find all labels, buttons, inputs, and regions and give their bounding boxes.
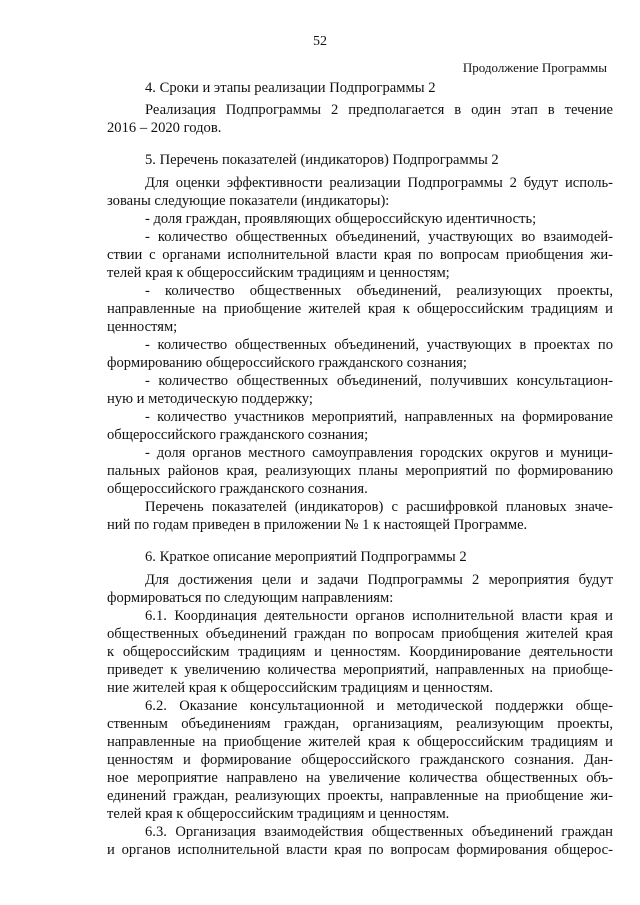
list-item-line: - доля органов местного самоуправления городских округов и муници-: [145, 445, 613, 461]
paragraph-line: 6.2. Оказание консультационной и методической поддержки обще-: [145, 698, 613, 714]
paragraph-line: 6.3. Организация взаимодействия общественных объединений граждан: [145, 824, 613, 840]
paragraph-line: ценностям;: [107, 319, 178, 335]
paragraph-line: Для оценки эффективности реализации Подпрограммы 2 будут исполь-: [145, 175, 613, 191]
paragraph-line: Перечень показателей (индикаторов) с расшифровкой плановых значе-: [145, 499, 613, 515]
paragraph-line: направленные на приобщение жителей края к общероссийским традициям и: [107, 301, 613, 317]
paragraph-line: телей края к общероссийским традициям и ценностям;: [107, 265, 450, 281]
paragraph-line: ние жителей края к общероссийским традициям и ценностям.: [107, 680, 493, 696]
list-item-line: - количество участников мероприятий, направленных на формирование: [145, 409, 613, 425]
paragraph-line: 2016 – 2020 годов.: [107, 120, 222, 136]
paragraph-line: формироваться по следующим направлениям:: [107, 590, 394, 606]
paragraph-line: 6.1. Координация деятельности органов исполнительной власти края и: [145, 608, 613, 624]
paragraph-line: ценностям и формирование общероссийского гражданского сознания. Дан-: [107, 752, 613, 768]
paragraph-line: ную и методическую поддержку;: [107, 391, 313, 407]
paragraph-line: Реализация Подпрограммы 2 предполагается в один этап в течение: [145, 102, 613, 118]
section-heading: 5. Перечень показателей (индикаторов) Подпрограммы 2: [145, 152, 499, 168]
paragraph-line: общероссийского гражданского сознания;: [107, 427, 369, 443]
paragraph-line: ний по годам приведен в приложении № 1 к настоящей Программе.: [107, 517, 528, 533]
paragraph-line: зованы следующие показатели (индикаторы):: [107, 193, 390, 209]
paragraph-line: приведет к увеличению количества мероприятий, направленных на приобще-: [107, 662, 613, 678]
paragraph-line: к общероссийским традициям и ценностям. Координирование деятельности: [107, 644, 613, 660]
list-item-line: - количество общественных объединений, реализующих проекты,: [145, 283, 613, 299]
list-item-line: - количество общественных объединений, участвующих в проектах по: [145, 337, 613, 353]
paragraph-line: общероссийского гражданского сознания.: [107, 481, 368, 497]
paragraph-line: пальных районов края, реализующих планы мероприятий по формированию: [107, 463, 613, 479]
section-heading: 4. Сроки и этапы реализации Подпрограммы 2: [145, 80, 436, 96]
list-item-line: - количество общественных объединений, участвующих во взаимодей-: [145, 229, 613, 245]
continuation-note: Продолжение Программы: [462, 60, 607, 75]
paragraph-line: и органов исполнительной власти края по вопросам формирования общерос-: [107, 842, 613, 858]
paragraph-line: Для достижения цели и задачи Подпрограммы 2 мероприятия будут: [145, 572, 613, 588]
list-item-line: - доля граждан, проявляющих общероссийскую идентичность;: [145, 211, 537, 227]
paragraph-line: направленные на приобщение жителей края к общероссийским традициям и: [107, 734, 613, 750]
list-item-line: - количество общественных объединений, получивших консультацион-: [145, 373, 613, 389]
paragraph-line: единений граждан, реализующих проекты, направленные на приобщение жи-: [107, 788, 613, 804]
paragraph-line: ственным объединениям граждан, организациям, реализующим проекты,: [107, 716, 613, 732]
paragraph-line: формированию общероссийского гражданского сознания;: [107, 355, 467, 371]
page-number: 52: [313, 34, 327, 49]
section-heading: 6. Краткое описание мероприятий Подпрограммы 2: [145, 549, 467, 565]
paragraph-line: ное мероприятие направлено на увеличение количества общественных объ-: [107, 770, 613, 786]
paragraph-line: общественных объединений граждан по вопросам приобщения жителей края: [107, 626, 613, 642]
paragraph-line: ствии с органами исполнительной власти края по вопросам приобщения жи-: [107, 247, 613, 263]
paragraph-line: телей края к общероссийским традициям и ценностям.: [107, 806, 450, 822]
